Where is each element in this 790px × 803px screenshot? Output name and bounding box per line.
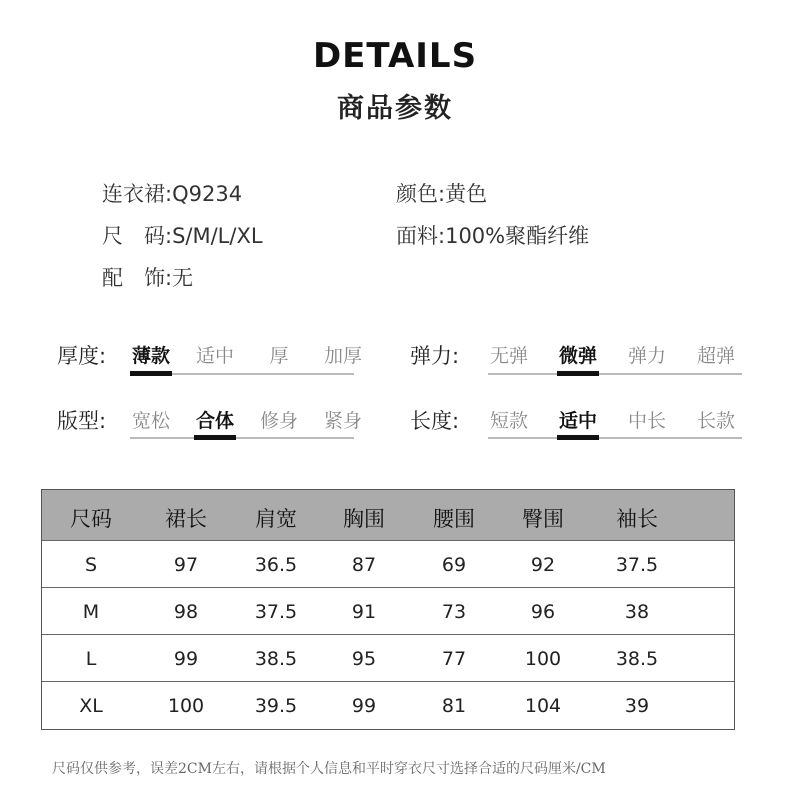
table-cell: 37.5 <box>254 601 298 623</box>
table-cell: 92 <box>530 554 556 576</box>
table-cell: 39 <box>624 695 650 717</box>
table-cell: 104 <box>524 695 562 717</box>
fit-selected-marker <box>194 435 236 440</box>
table-cell: 73 <box>441 601 467 623</box>
fabric-row <box>396 220 589 250</box>
elasticity-selected-marker <box>557 371 599 376</box>
table-cell: 38 <box>624 601 650 623</box>
length-selected-marker <box>557 435 599 440</box>
color-value: 黄色 <box>445 182 488 206</box>
color-row <box>396 178 487 208</box>
length-option: 短款 <box>489 410 528 432</box>
size-row <box>102 220 263 250</box>
thickness-label: 厚度: <box>57 344 107 368</box>
table-header-cell: 胸围 <box>343 507 385 531</box>
elasticity-option: 弹力 <box>627 345 666 367</box>
elasticity-label: 弹力: <box>410 344 460 368</box>
thickness-option: 加厚 <box>323 345 362 367</box>
table-cell: 87 <box>351 554 377 576</box>
table-cell: XL <box>79 695 103 717</box>
table-cell: 98 <box>173 601 199 623</box>
title-zh: 商品参数 <box>337 93 453 124</box>
size-note: 尺码仅供参考，误差2CM左右，请根据个人信息和平时穿衣尺寸选择合适的尺码厘米/CM <box>52 761 606 777</box>
table-cell: 38.5 <box>254 648 298 670</box>
color-label: 颜色: <box>396 182 446 206</box>
table-cell: 81 <box>441 695 467 717</box>
thickness-selected-marker <box>130 371 172 376</box>
table-cell: 100 <box>524 648 562 670</box>
accessory-value: 无 <box>172 266 194 290</box>
fit-option: 修身 <box>259 410 298 432</box>
table-cell: M <box>82 601 100 623</box>
table-cell: 37.5 <box>615 554 659 576</box>
length-option: 长款 <box>696 410 735 432</box>
table-cell: 38.5 <box>615 648 659 670</box>
table-header-divider <box>42 540 734 541</box>
fit-track <box>130 437 354 439</box>
fit-option: 紧身 <box>323 410 362 432</box>
style-number-row <box>102 178 242 208</box>
table-cell: 99 <box>173 648 199 670</box>
table-cell: 69 <box>441 554 467 576</box>
length-track <box>488 437 742 439</box>
elasticity-option: 无弹 <box>489 345 528 367</box>
table-header-cell: 尺码 <box>70 507 112 531</box>
fabric-label: 面料: <box>396 224 446 248</box>
table-header-cell: 裙长 <box>165 507 207 531</box>
length-option: 适中 <box>558 410 597 432</box>
table-header-cell: 袖长 <box>616 507 658 531</box>
table-cell: 95 <box>351 648 377 670</box>
accessory-row <box>102 262 193 292</box>
thickness-option: 薄款 <box>131 345 170 367</box>
table-cell: 99 <box>351 695 377 717</box>
table-cell: S <box>84 554 98 576</box>
title-en: DETAILS <box>312 36 478 76</box>
length-option: 中长 <box>627 410 666 432</box>
size-table <box>41 489 735 730</box>
style-number-label: 连衣裙: <box>102 182 173 206</box>
thickness-option: 适中 <box>195 345 234 367</box>
table-cell: 39.5 <box>254 695 298 717</box>
table-cell: 97 <box>173 554 199 576</box>
size-value: S/M/L/XL <box>172 224 263 248</box>
accessory-label: 配 饰: <box>102 266 173 290</box>
elasticity-option: 超弹 <box>696 345 735 367</box>
elasticity-option: 微弹 <box>558 345 597 367</box>
table-cell: 91 <box>351 601 377 623</box>
table-row-divider <box>42 681 734 682</box>
table-row-divider <box>42 634 734 635</box>
table-cell: 100 <box>167 695 205 717</box>
fit-label: 版型: <box>57 409 107 433</box>
fit-option: 合体 <box>195 410 234 432</box>
table-header-cell: 腰围 <box>433 507 475 531</box>
table-row-divider <box>42 587 734 588</box>
length-label: 长度: <box>410 409 460 433</box>
table-cell: 77 <box>441 648 467 670</box>
fabric-value: 100%聚酯纤维 <box>445 224 590 248</box>
table-header-cell: 臀围 <box>522 507 564 531</box>
fit-option: 宽松 <box>131 410 170 432</box>
elasticity-track <box>488 373 742 375</box>
size-label: 尺 码: <box>102 224 173 248</box>
style-number-value: Q9234 <box>172 182 243 206</box>
table-cell: 96 <box>530 601 556 623</box>
table-header-cell: 肩宽 <box>255 507 297 531</box>
table-cell: L <box>85 648 97 670</box>
thickness-option: 厚 <box>269 345 289 367</box>
table-cell: 36.5 <box>254 554 298 576</box>
